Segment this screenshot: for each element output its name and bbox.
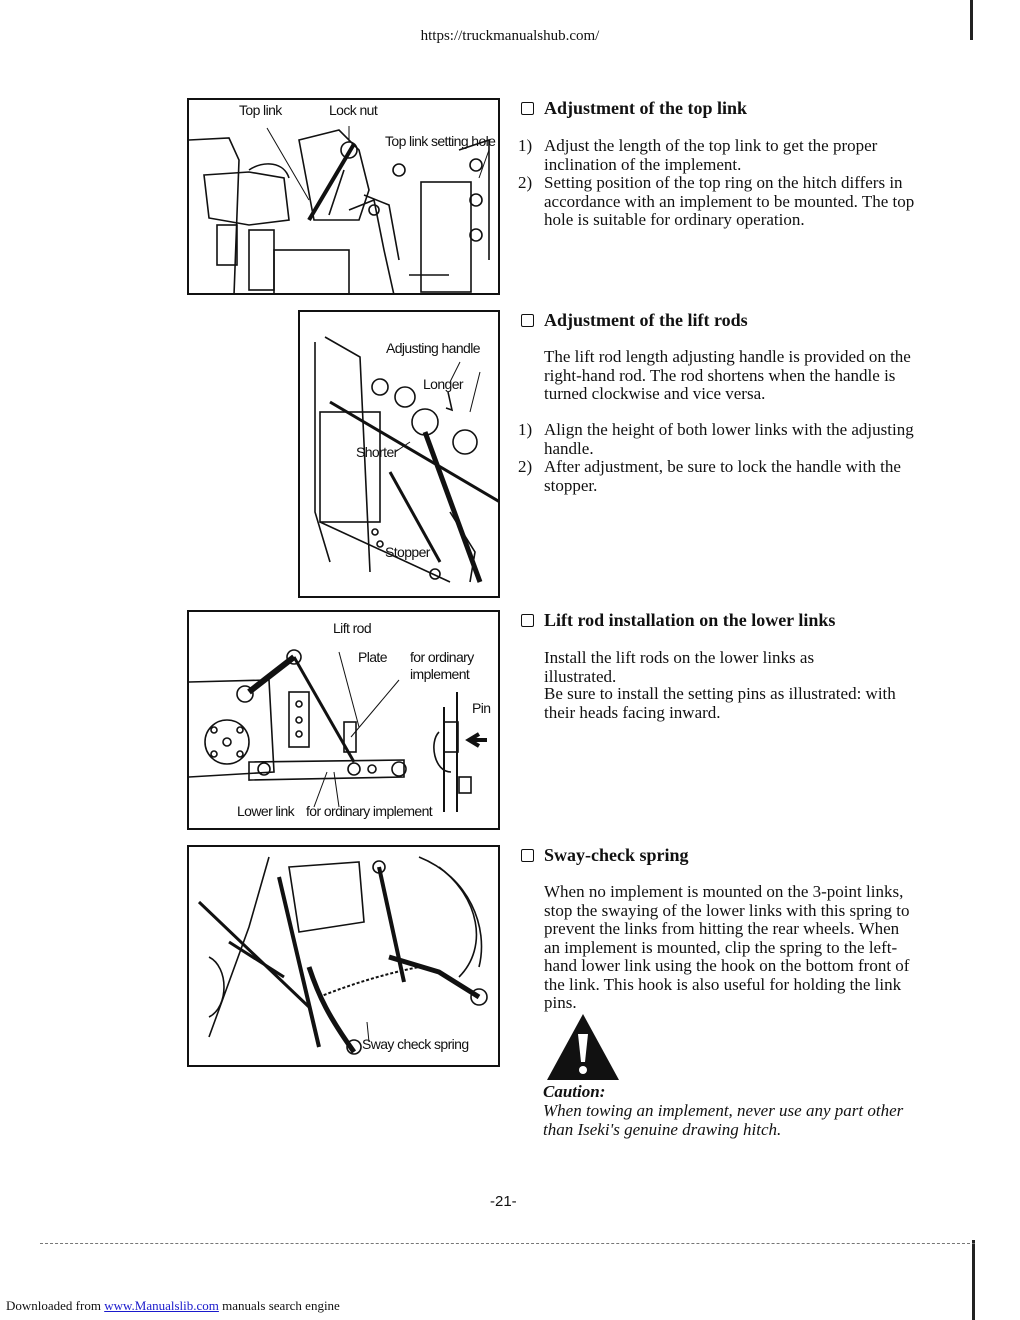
top-link-illustration <box>189 100 500 295</box>
label-implement: implement <box>410 666 470 682</box>
warning-triangle-icon <box>545 1012 621 1082</box>
list-number: 1) <box>518 136 533 155</box>
section-top-link-list <box>518 137 918 230</box>
label-lock-nut: Lock nut <box>329 102 378 118</box>
section-lift-rod-install-p1: Install the lift rods on the lower links as illustrated. <box>544 648 815 686</box>
list-item <box>518 458 918 495</box>
label-lift-rod: Lift rod <box>333 620 371 636</box>
list-number: 1) <box>518 420 533 439</box>
footer-suffix: manuals search engine <box>218 1298 340 1313</box>
label-plate: Plate <box>358 649 387 665</box>
section-sway-check-p1: When no implement is mounted on the 3-point links, stop the swaying of the lower links with this spring to prevent the links from hitting the rear wheels. When an implement is mounted, clip the spring to the left-hand lower link using the hook on the bottom front of the link. This hook is also useful for holding the link pins. <box>544 882 910 1012</box>
section-title-text: Lift rod installation on the lower links <box>544 610 836 630</box>
figure-sway-check <box>187 845 500 1067</box>
label-longer: Longer <box>423 376 463 392</box>
list-item <box>518 137 918 174</box>
list-number: 2) <box>518 457 533 476</box>
label-top-link: Top link <box>239 102 282 118</box>
list-text: Align the height of both lower links with the adjusting handle. <box>544 420 914 458</box>
footer-link[interactable]: www.Manualslib.com <box>104 1298 219 1313</box>
list-item <box>518 174 918 230</box>
label-for-ordinary: for ordinary <box>410 649 474 665</box>
figure-top-link <box>187 98 500 295</box>
lift-rod-install-illustration <box>189 612 500 830</box>
bottom-rule <box>40 1243 975 1244</box>
caution-text: When towing an implement, never use any part other than Iseki's genuine drawing hitch. <box>543 1101 904 1139</box>
list-text: Adjust the length of the top link to get the proper inclination of the implement. <box>544 136 878 174</box>
checkbox-icon <box>521 102 534 115</box>
checkbox-icon <box>521 849 534 862</box>
page-edge-top <box>970 0 973 40</box>
list-text: After adjustment, be sure to lock the handle with the stopper. <box>544 457 901 495</box>
section-title-text: Adjustment of the top link <box>544 98 748 118</box>
page-number: -21- <box>490 1193 517 1210</box>
sway-check-illustration <box>189 847 500 1067</box>
label-stopper: Stopper <box>385 544 430 560</box>
label-for-ordinary-implement: for ordinary implement <box>306 803 433 819</box>
footer <box>6 1298 340 1314</box>
figure-lift-rods <box>298 310 500 598</box>
header-url: https://truckmanualshub.com/ <box>420 28 600 44</box>
label-lower-link: Lower link <box>237 803 295 819</box>
caution-warning-icon <box>545 1012 621 1082</box>
section-title-lift-rod-install <box>521 610 835 631</box>
checkbox-icon <box>521 614 534 627</box>
section-title-lift-rods <box>521 310 748 331</box>
page-edge-bottom <box>972 1240 975 1320</box>
label-pin: Pin <box>472 700 491 716</box>
section-title-text: Adjustment of the lift rods <box>544 310 748 330</box>
section-title-sway-check <box>521 845 689 866</box>
caution-heading: Caution: <box>543 1082 606 1101</box>
figure-lift-rod-install <box>187 610 500 830</box>
label-sway-check-spring: Sway check spring <box>362 1036 469 1052</box>
section-lift-rods-list <box>518 421 918 495</box>
checkbox-icon <box>521 314 534 327</box>
footer-prefix: Downloaded from <box>6 1298 105 1313</box>
list-item <box>518 421 918 458</box>
section-lift-rods-intro: The lift rod length adjusting handle is provided on the right-hand rod. The rod shortens when the handle is turned clockwise and vice versa. <box>544 347 911 403</box>
section-lift-rod-install-p2: Be sure to install the setting pins as illustrated: with their heads facing inward. <box>544 684 896 722</box>
section-title-text: Sway-check spring <box>544 845 689 865</box>
label-adjusting-handle: Adjusting handle <box>386 340 480 356</box>
label-shorter: Shorter <box>356 444 398 460</box>
list-text: Setting position of the top ring on the hitch differs in accordance with an implement to be mounted. The top hole is suitable for ordinary operation. <box>544 173 915 229</box>
label-setting-hole: Top link setting hole <box>385 133 496 149</box>
section-title-top-link <box>521 98 747 119</box>
list-number: 2) <box>518 173 533 192</box>
